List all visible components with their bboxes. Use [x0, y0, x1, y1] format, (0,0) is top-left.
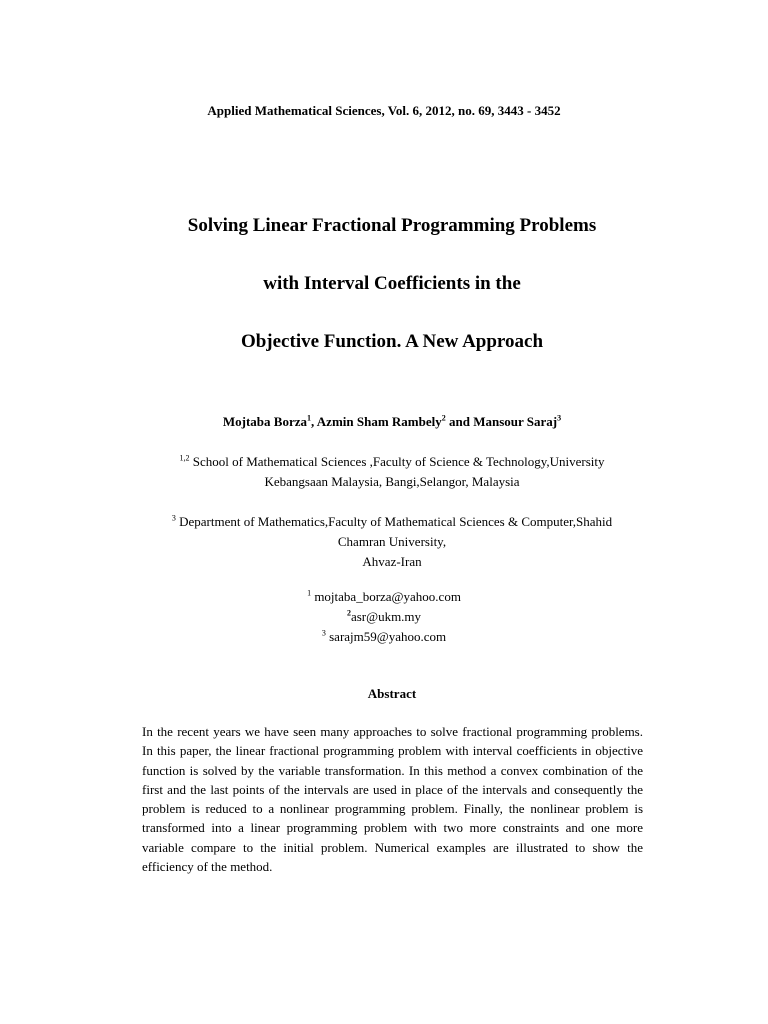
email-list [0, 587, 768, 647]
email-address[interactable]: sarajm59@yahoo.com [325, 629, 447, 644]
affiliation-line: Kebangsaan Malaysia, Bangi,Selangor, Malaysia [264, 474, 520, 489]
title-line-3: Objective Function. A New Approach [240, 331, 544, 352]
journal-citation: Applied Mathematical Sciences, Vol. 6, 2012, no. 69, 3443 - 3452 [207, 103, 561, 118]
author-name: Azmin Sham Rambely [316, 414, 442, 429]
abstract-text: In the recent years we have seen many approaches to solve fractional programming problems. In this paper, the linear fractional programming problem with interval coefficients in objective function is solved by the variable transformation. In this method a convex combination of the first and the last points of the intervals are used in place of the intervals and consequently the problem is reduced to a nonlinear programming problem. Finally, the nonlinear problem is transformed into a linear programming problem with two more constraints and one more variable compare to the initial problem. Numerical examples are illustrated to show the efficiency of the method. [142, 724, 643, 875]
affiliation-line: Chamran University, [337, 534, 447, 549]
author-mark: 1 [307, 413, 311, 423]
affiliation-text: Department of Mathematics,Faculty of Mathematical Sciences & Computer,Shahid [175, 514, 613, 529]
email-address[interactable]: asr@ukm.my [350, 609, 422, 624]
affiliation-mark: 3 [171, 513, 176, 523]
affiliation-2 [0, 512, 768, 572]
author-name: Mansour Saraj [473, 414, 558, 429]
author-separator: and [445, 414, 474, 429]
abstract-heading: Abstract [367, 686, 417, 701]
email-address[interactable]: mojtaba_borza@yahoo.com [311, 589, 461, 604]
email-line [0, 587, 768, 607]
author-separator: , [311, 414, 317, 429]
affiliation-line [0, 512, 768, 532]
title-line-1: Solving Linear Fractional Programming Problems [187, 215, 597, 236]
title-line-2: with Interval Coefficients in the [263, 273, 521, 294]
email-mark: 1 [307, 588, 312, 598]
affiliation-text: School of Mathematical Sciences ,Faculty of Science & Technology,University [189, 454, 605, 469]
affiliation-line [0, 452, 768, 472]
affiliation-mark: 1,2 [179, 453, 190, 463]
author-list [0, 414, 768, 430]
author-mark: 2 [441, 413, 446, 423]
email-mark: 2 [346, 608, 351, 618]
author-name: Mojtaba Borza [222, 414, 307, 429]
author-mark: 3 [557, 413, 562, 423]
affiliation-1 [0, 452, 768, 492]
email-line [0, 607, 768, 627]
email-line [0, 627, 768, 647]
email-mark: 3 [321, 628, 326, 638]
affiliation-line: Ahvaz-Iran [362, 554, 422, 569]
